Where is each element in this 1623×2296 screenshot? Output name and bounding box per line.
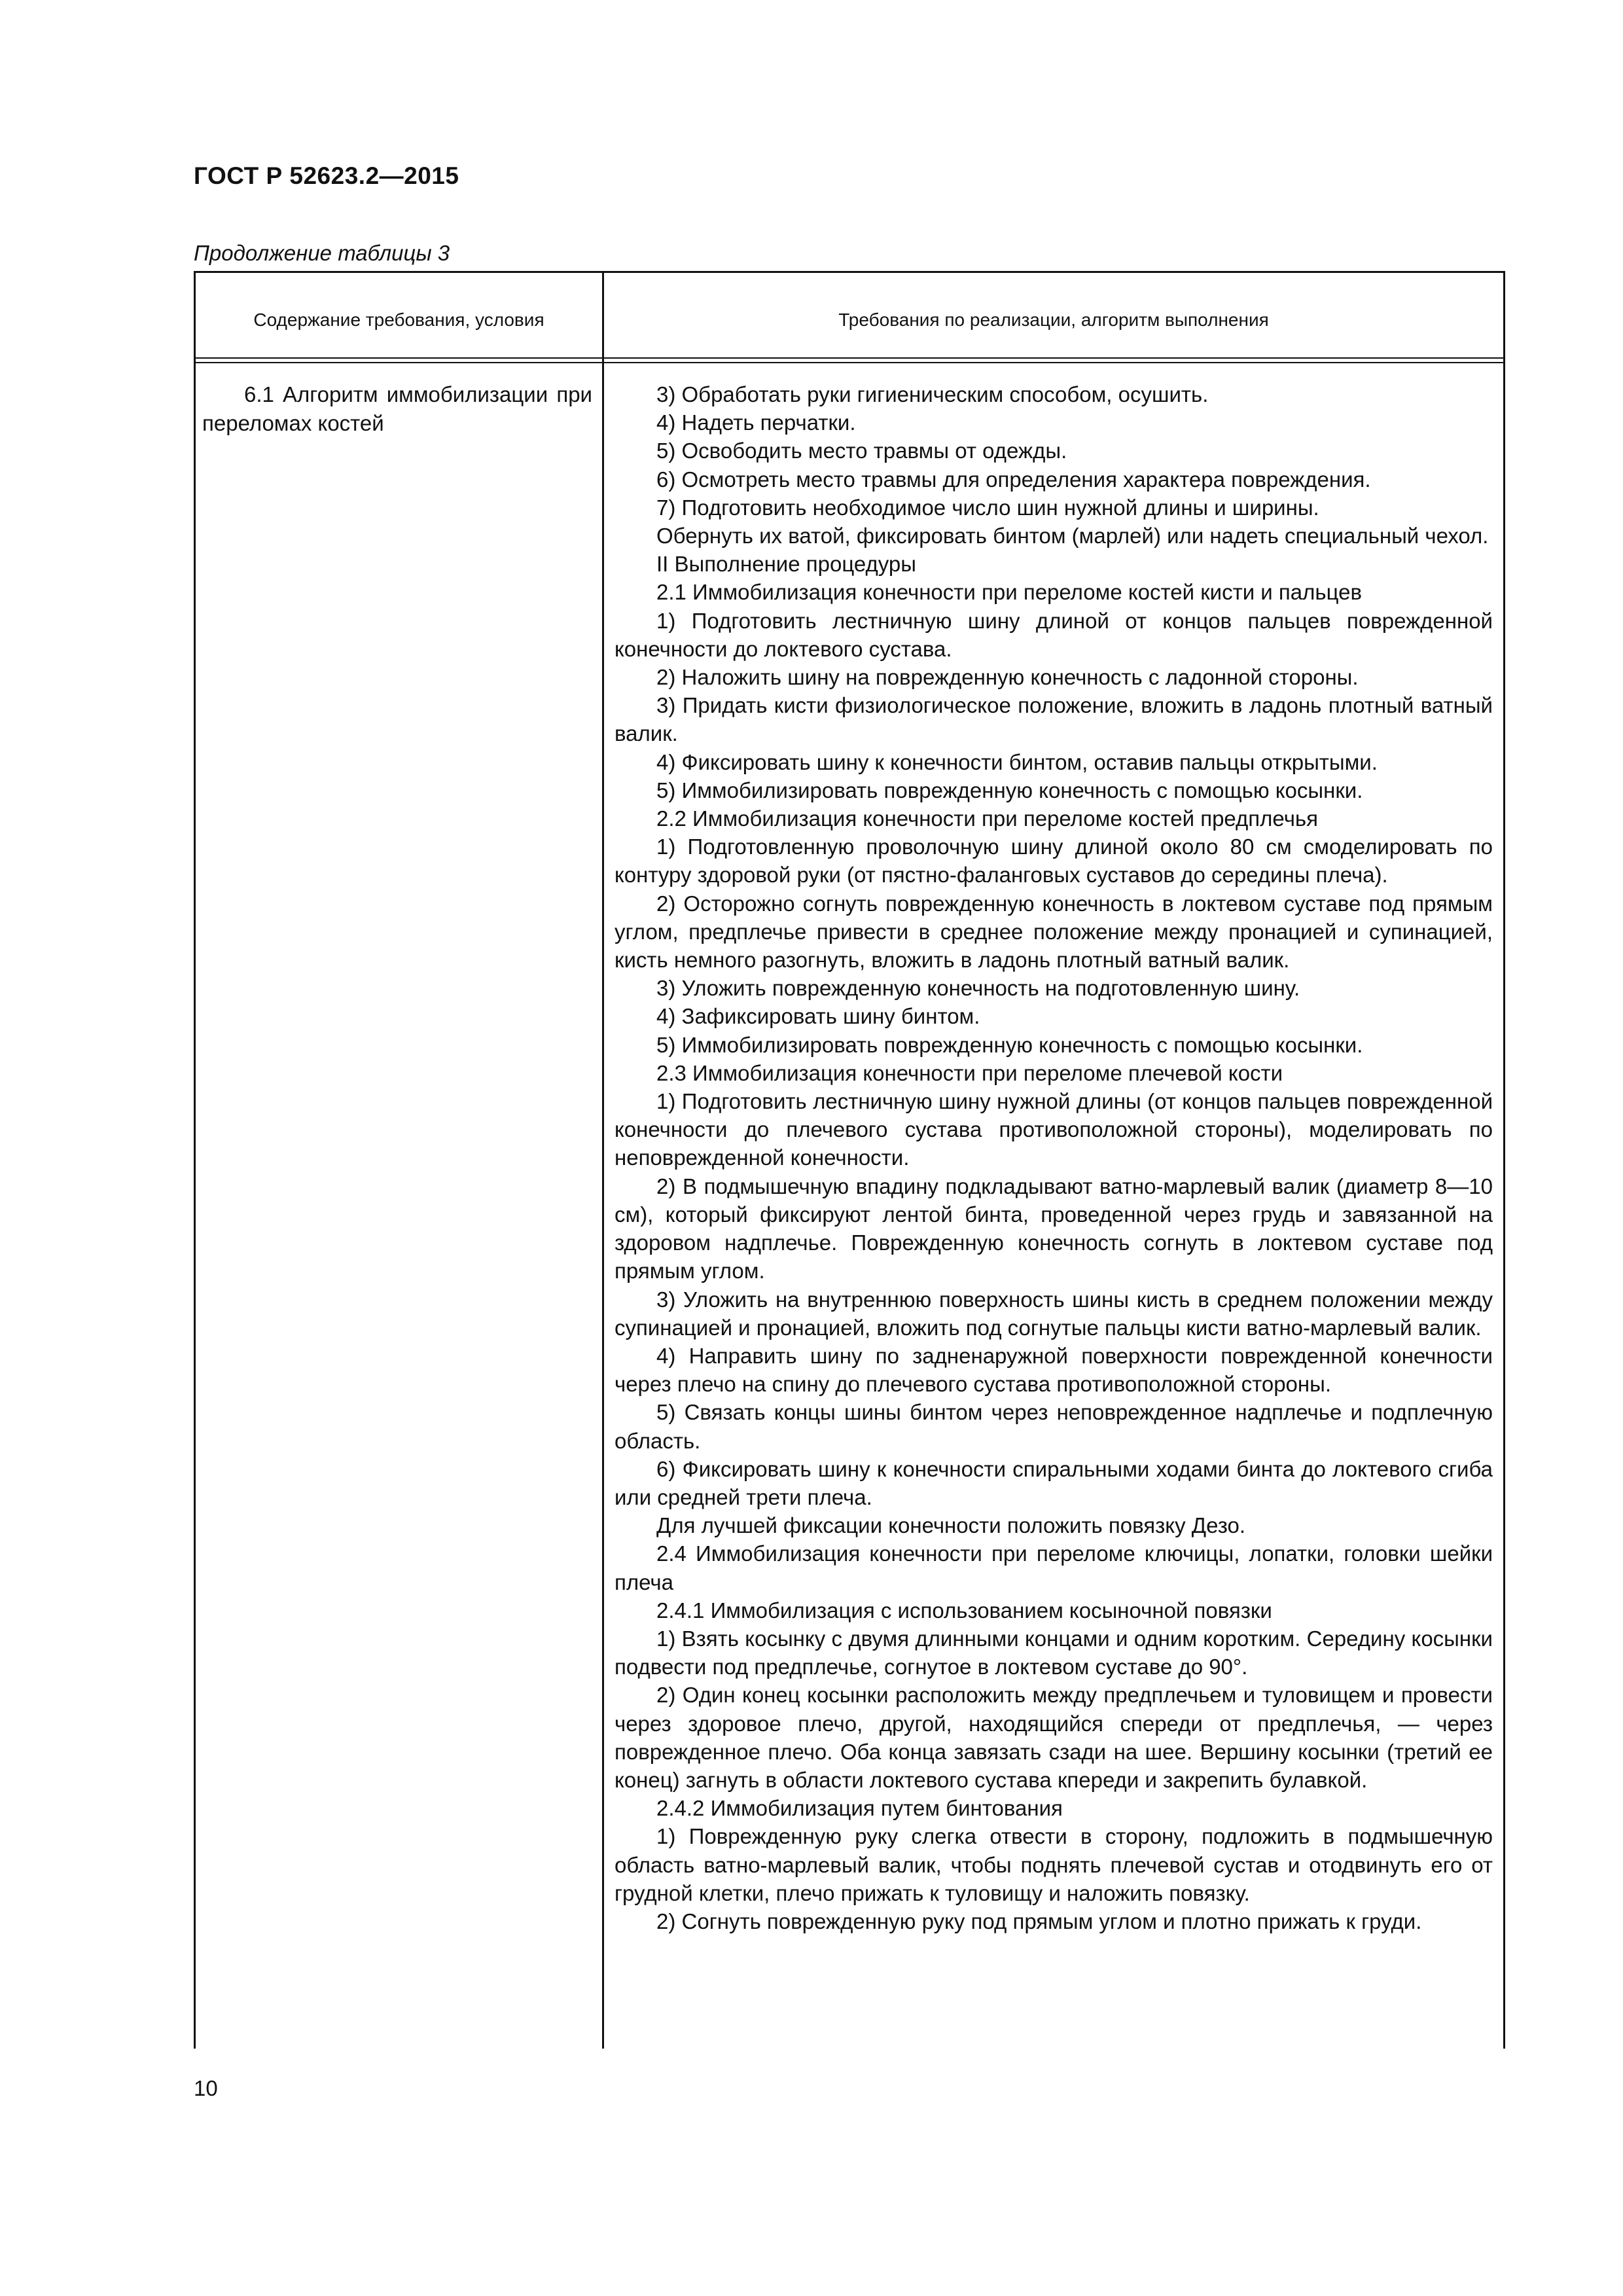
requirements-table — [194, 271, 1505, 2049]
implementation-paragraph: 4) Надеть перчатки. — [656, 410, 856, 435]
column-divider — [602, 273, 604, 2049]
implementation-paragraph: II Выполнение процедуры — [656, 552, 916, 577]
implementation-paragraph: 1) Подготовленную проволочную шину длиной около 80 см смоделировать по контуру здоровой руки (от пястно-фаланговых суставов до середины плеча). — [615, 834, 1493, 888]
implementation-paragraph: 2) Наложить шину на поврежденную конечность с ладонной стороны. — [656, 665, 1359, 690]
implementation-paragraph: 2) Один конец косынки расположить между предплечьем и туловищем и провести через здоровое плечо, другой, находящийся спереди от предплечья, — через поврежденное плечо. Оба конца завязать сзади на шее. Вершину косынки (третий ее конец) загнуть в области локтевого сустава кпереди и закрепить булавкой. — [615, 1683, 1493, 1792]
table-continuation-caption: Продолжение таблицы 3 — [194, 241, 450, 265]
implementation-paragraph: 4) Фиксировать шину к конечности бинтом, оставив пальцы открытыми. — [656, 749, 1378, 774]
page-number: 10 — [194, 2076, 218, 2100]
implementation-paragraph: 4) Зафиксировать шину бинтом. — [656, 1004, 980, 1029]
implementation-paragraph: 5) Связать концы шины бинтом через неповрежденное надплечье и подплечную область. — [615, 1400, 1493, 1453]
implementation-paragraph: 3) Уложить поврежденную конечность на подготовленную шину. — [656, 976, 1300, 1001]
implementation-paragraph: 1) Подготовить лестничную шину нужной длины (от концов пальцев поврежденной конечности до плечевого сустава противоположной стороны), моделировать по неповрежденной конечности. — [615, 1089, 1493, 1170]
implementation-paragraph: 2.4 Иммобилизация конечности при переломе ключицы, лопатки, головки шейки плеча — [615, 1541, 1493, 1594]
implementation-paragraph: 3) Уложить на внутреннюю поверхность шины кисть в среднем положении между супинацией и пронацией, вложить под согнутые пальцы кисти ватно-марлевый валик. — [615, 1287, 1493, 1340]
document-code: ГОСТ Р 52623.2—2015 — [194, 162, 459, 189]
implementation-paragraph: 2.4.1 Иммобилизация с использованием косыночной повязки — [656, 1598, 1272, 1623]
header-rule-bottom — [196, 362, 1503, 363]
implementation-paragraph: 4) Направить шину по задненаружной поверхности поврежденной конечности через плечо на спину до плечевого сустава противоположной стороны. — [615, 1343, 1493, 1397]
requirement-cell — [202, 380, 592, 438]
implementation-paragraph: 2) Осторожно согнуть поврежденную конечность в локтевом суставе под прямым углом, предплечье привести в среднее положение между пронацией и супинацией, кисть немного разогнуть, вложить в ладонь плотный ватный валик. — [615, 891, 1493, 973]
column-header-implementation: Требования по реализации, алгоритм выполнения — [838, 310, 1269, 330]
implementation-paragraph: 6) Фиксировать шину к конечности спиральными ходами бинта до локтевого сгиба или средней трети плеча. — [615, 1456, 1493, 1509]
requirement-text: 6.1 Алгоритм иммобилизации при переломах костей — [202, 382, 592, 435]
implementation-paragraph: 5) Иммобилизировать поврежденную конечность с помощью косынки. — [656, 1032, 1363, 1057]
implementation-paragraph: 5) Освободить место травмы от одежды. — [656, 439, 1067, 463]
implementation-paragraph: 1) Подготовить лестничную шину длиной от концов пальцев поврежденной конечности до локтевого сустава. — [615, 608, 1493, 661]
implementation-paragraph: 2.2 Иммобилизация конечности при переломе костей предплечья — [656, 806, 1318, 831]
implementation-paragraph: 3) Обработать руки гигиеническим способом, осушить. — [656, 382, 1209, 406]
implementation-cell — [615, 380, 1493, 1935]
implementation-paragraph: 2.1 Иммобилизация конечности при переломе костей кисти и пальцев — [656, 580, 1362, 605]
implementation-paragraph: 2) Согнуть поврежденную руку под прямым углом и плотно прижать к груди. — [656, 1909, 1422, 1933]
implementation-paragraph: 1) Поврежденную руку слегка отвести в сторону, подложить в подмышечную область ватно-марлевый валик, чтобы поднять плечевой сустав и отодвинуть его от грудной клетки, плечо прижать к туловищу и наложить повязку. — [615, 1824, 1493, 1905]
implementation-paragraph: Обернуть их ватой, фиксировать бинтом (марлей) или надеть специальный чехол. — [656, 524, 1489, 548]
implementation-paragraph: 5) Иммобилизировать поврежденную конечность с помощью косынки. — [656, 778, 1363, 802]
table-header-row — [196, 273, 1503, 358]
implementation-paragraph: 6) Осмотреть место травмы для определения характера повреждения. — [656, 467, 1371, 492]
implementation-paragraph: 2.4.2 Иммобилизация путем бинтования — [656, 1796, 1063, 1821]
implementation-paragraph: 3) Придать кисти физиологическое положение, вложить в ладонь плотный ватный валик. — [615, 693, 1493, 746]
implementation-paragraph: 2.3 Иммобилизация конечности при переломе плечевой кости — [656, 1060, 1283, 1085]
implementation-paragraph: 1) Взять косынку с двумя длинными концами и одним коротким. Середину косынки подвести под предплечье, согнутое в локтевом суставе до 90°. — [615, 1626, 1493, 1679]
implementation-paragraph: 7) Подготовить необходимое число шин нужной длины и ширины. — [656, 495, 1319, 520]
implementation-paragraph: 2) В подмышечную впадину подкладывают ватно-марлевый валик (диаметр 8—10 см), который фиксируют лентой бинта, проведенной через грудь и завязанной на здоровом надплечье. Поврежденную конечность согнуть в локтевом суставе под прямым углом. — [615, 1174, 1493, 1283]
implementation-paragraph: Для лучшей фиксации конечности положить повязку Дезо. — [656, 1513, 1246, 1538]
header-rule-top — [196, 357, 1503, 359]
column-header-requirement: Содержание требования, условия — [253, 310, 544, 330]
